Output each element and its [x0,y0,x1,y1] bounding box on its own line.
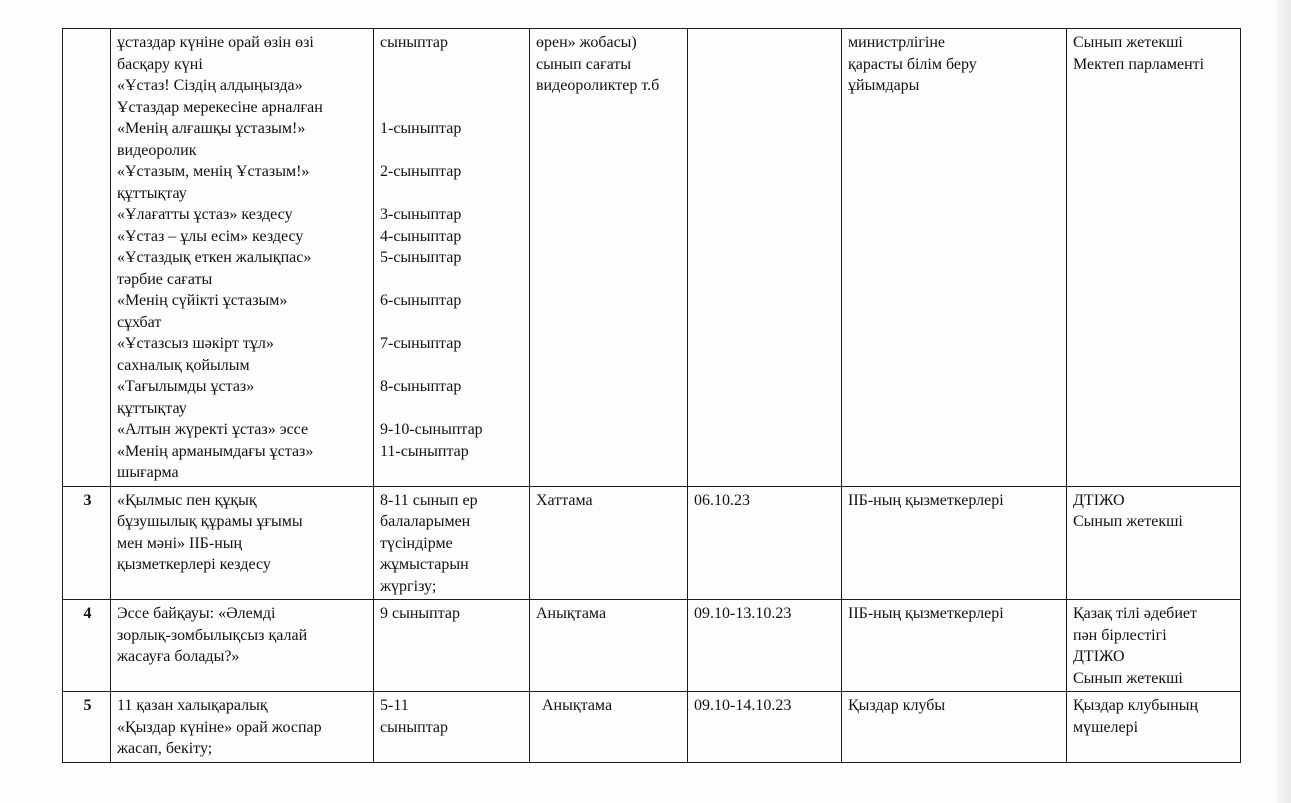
event-cell: «Қылмыс пен құқық бұзушылық құрамы ұғымы мен мәні» ІІБ-ның қызметкерлері кездесу [111,486,374,600]
responsible-cell: ДТІЖО Сынып жетекші [1067,486,1241,600]
event-cell: 11 қазан халықаралық «Қыздар күніне» орай жоспар жасап, бекіту; [111,692,374,763]
table-row [63,600,1241,692]
row-number: 4 [63,600,111,692]
date-cell [688,29,842,487]
audience-cell: сыныптар 1-сыныптар 2-сыныптар 3-сыныптар 4-сыныптар 5-сыныптар 6-сыныптар 7-сыныптар 8-сыныптар 9-10-сыныптар 11-сыныптар [374,29,530,487]
responsible-cell: Қазақ тілі әдебиет пән бірлестігі ДТІЖО Сынып жетекші [1067,600,1241,692]
partners-cell: Қыздар клубы [842,692,1067,763]
table-row [63,486,1241,600]
responsible-cell: Сынып жетекші Мектеп парламенті [1067,29,1241,487]
date-cell: 09.10-13.10.23 [688,600,842,692]
partners-cell: ІІБ-ның қызметкерлері [842,486,1067,600]
event-cell: Эссе байқауы: «Әлемді зорлық-зомбылықсыз қалай жасауға болады?» [111,600,374,692]
audience-cell: 8-11 сынып ер балаларымен түсіндірме жұмыстарын жүргізу; [374,486,530,600]
form-cell: өрен» жобасы) сынып сағаты видеороликтер т.б [530,29,688,487]
form-cell: Анықтама [530,600,688,692]
event-cell: ұстаздар күніне орай өзін өзі басқару күні «Ұстаз! Сіздің алдыңызда» Ұстаздар мерекесіне арналған «Менің алғашқы ұстазым!» видеоролик «Ұстазым, менің Ұстазым!» құттықтау «Ұлағатты ұстаз» кездесу «Ұстаз – ұлы есім» кездесу «Ұстаздық еткен жалықпас» тәрбие сағаты «Менің сүйікті ұстазым» сұхбат «Ұстазсыз шәкірт тұл» сахналық қойылым «Тағылымды ұстаз» құттықтау «Алтын жүректі ұстаз» эссе «Менің арманымдағы ұстаз» шығарма [111,29,374,487]
row-number: 3 [63,486,111,600]
scan-edge-shadow [1277,0,1291,803]
partners-cell: ІІБ-ның қызметкерлері [842,600,1067,692]
date-cell: 06.10.23 [688,486,842,600]
form-cell: Анықтама [530,692,688,763]
table-row [63,692,1241,763]
audience-cell: 9 сыныптар [374,600,530,692]
audience-cell: 5-11 сыныптар [374,692,530,763]
responsible-cell: Қыздар клубының мүшелері [1067,692,1241,763]
partners-cell: министрлігіне қарасты білім беру ұйымдары [842,29,1067,487]
row-number: 5 [63,692,111,763]
date-cell: 09.10-14.10.23 [688,692,842,763]
event-plan-table [62,28,1241,763]
table-row [63,29,1241,487]
form-cell: Хаттама [530,486,688,600]
row-number [63,29,111,487]
